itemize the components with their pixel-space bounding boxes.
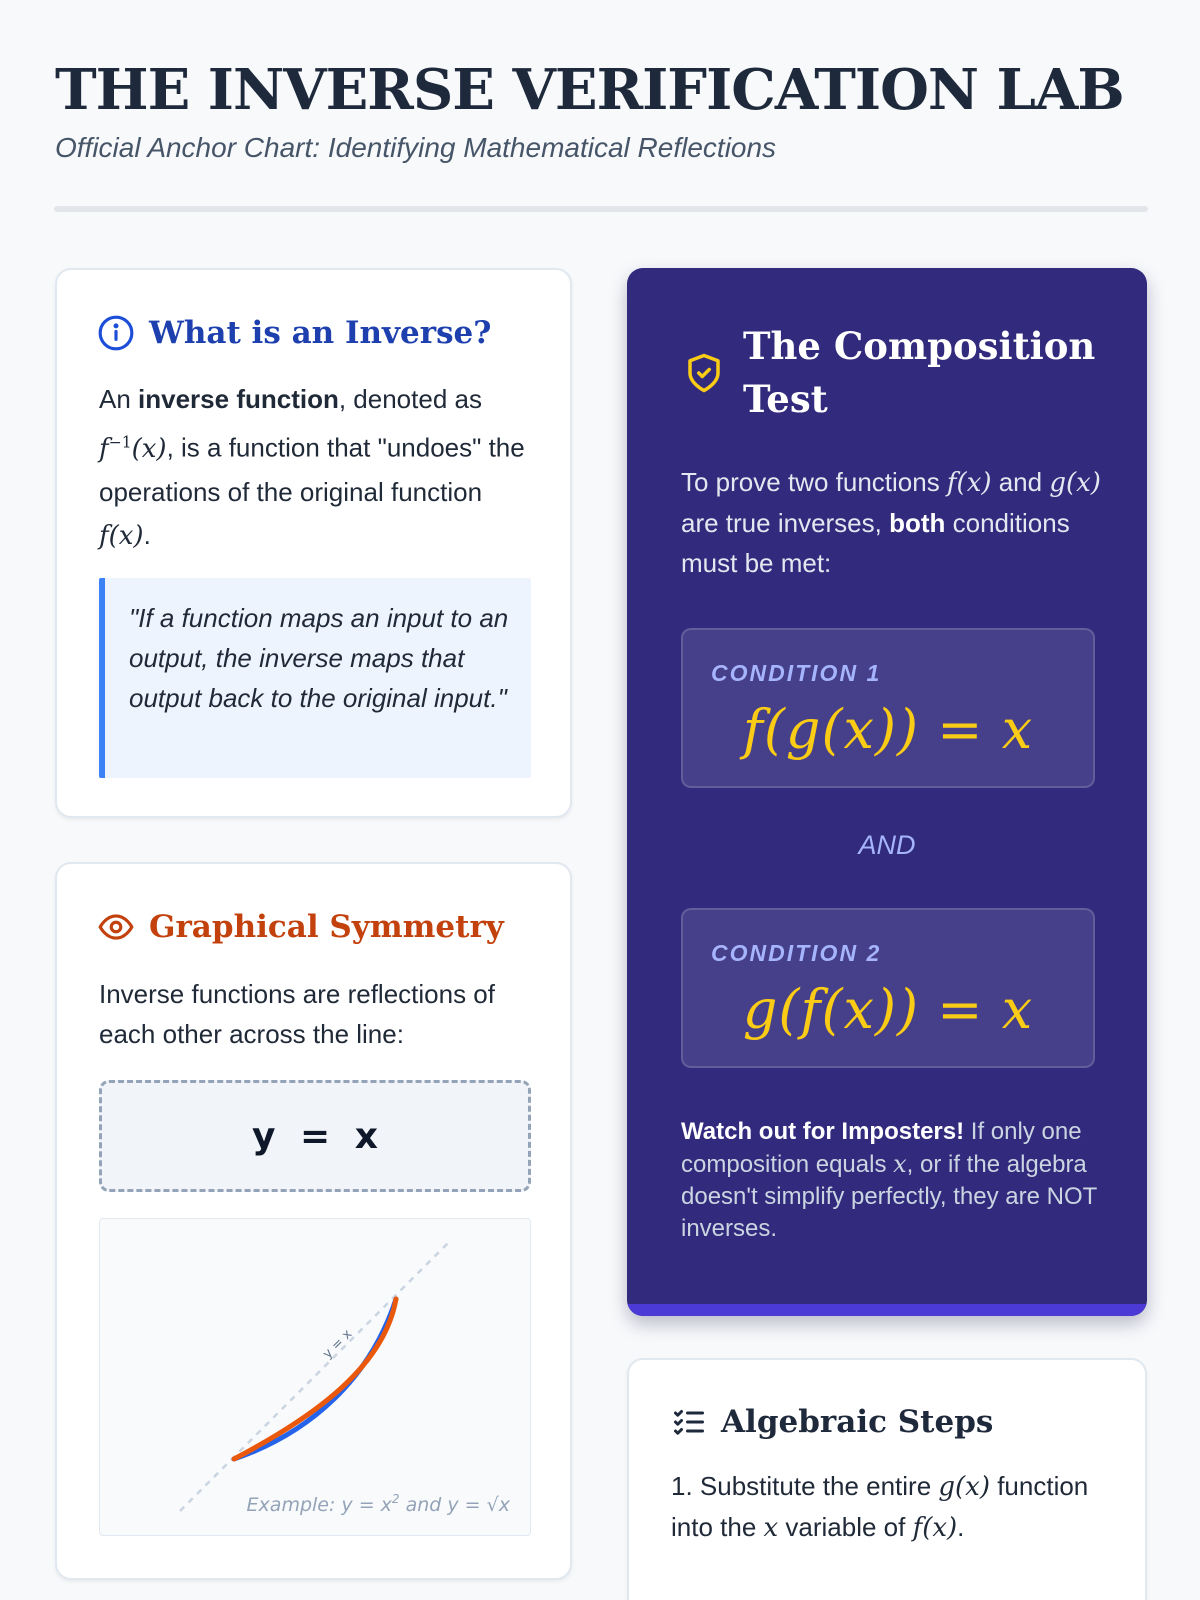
warning-text-1: If only one composition equals <box>681 1118 1082 1178</box>
algebraic-steps-title: Algebraic Steps <box>721 1404 994 1440</box>
definition-text-3: , is a function that "undoes" the operations of the original function <box>99 432 525 507</box>
graphical-symmetry-heading <box>97 908 504 946</box>
page-title: THE INVERSE VERIFICATION LAB <box>55 57 1124 123</box>
step-1-x: x <box>763 1513 779 1543</box>
condition-1-label: CONDITION 1 <box>711 660 882 686</box>
condition-2-equation: g(f(x)) = x <box>742 978 1034 1041</box>
graphical-symmetry-title: Graphical Symmetry <box>149 909 504 945</box>
caption-function-f: y = x <box>341 1494 392 1516</box>
composition-intro-3: are true inverses, <box>681 508 890 538</box>
what-is-inverse-heading <box>97 314 491 352</box>
caption-and: and <box>399 1494 448 1516</box>
composition-intro <box>681 462 1101 583</box>
composition-intro-4: conditions must be met: <box>681 508 1070 578</box>
composition-intro-1: To prove two functions <box>681 467 947 497</box>
line-equation-box <box>99 1080 531 1192</box>
header-divider <box>54 206 1148 212</box>
composition-intro-bold: both <box>889 508 946 538</box>
line-equation: y = x <box>252 1115 378 1157</box>
diagonal-line-label: y = x <box>320 1326 356 1362</box>
inverse-quote: "If a function maps an input to an output, the inverse maps that output back to the original input." <box>99 578 531 778</box>
page-subtitle: Official Anchor Chart: Identifying Mathematical Reflections <box>55 132 777 163</box>
what-is-inverse-title: What is an Inverse? <box>149 315 492 351</box>
info-icon <box>97 314 135 352</box>
warning-title: Watch out for Imposters! <box>681 1118 965 1145</box>
inverse-notation-func: f <box>99 433 109 464</box>
step-1-text-a: 1. Substitute the entire <box>671 1471 939 1501</box>
eye-icon <box>97 908 135 946</box>
reflection-graph <box>99 1218 531 1536</box>
caption-prefix: Example: <box>246 1494 342 1516</box>
algebraic-steps-heading <box>671 1404 993 1440</box>
definition-term: inverse function <box>138 384 339 414</box>
inverse-notation <box>99 434 167 464</box>
symmetry-text: Inverse functions are reflections of each other across the line: <box>99 979 495 1049</box>
condition-2-box <box>681 908 1095 1068</box>
curve-orange <box>234 1299 396 1459</box>
reflection-graph-svg <box>100 1219 531 1536</box>
inverse-definition <box>99 378 529 558</box>
definition-text-1: An <box>99 384 139 414</box>
algebraic-step-1 <box>671 1466 1111 1548</box>
step-1-text-c: variable of <box>778 1512 913 1542</box>
composition-intro-g: g(x) <box>1049 468 1101 498</box>
diagonal-line <box>180 1243 448 1511</box>
step-1-text-b: function into the <box>671 1471 1089 1542</box>
curve-blue <box>234 1299 396 1459</box>
condition-2-label: CONDITION 2 <box>711 940 882 966</box>
shield-check-icon <box>683 352 725 394</box>
step-1-g: g(x) <box>938 1472 990 1502</box>
page-header <box>55 56 1147 164</box>
composition-intro-2: and <box>991 467 1050 497</box>
and-separator: AND <box>858 830 916 860</box>
definition-text-2: , denoted as <box>338 384 482 414</box>
step-1-text-d: . <box>957 1512 965 1542</box>
composition-test-card <box>627 268 1147 1316</box>
algebraic-steps-card <box>627 1358 1147 1600</box>
composition-test-title: The Composition Test <box>743 324 1096 421</box>
checklist-icon <box>671 1404 707 1440</box>
caption-exponent: 2 <box>391 1492 400 1506</box>
condition-1-box <box>681 628 1095 788</box>
graph-caption <box>247 1492 511 1516</box>
caption-function-g: y = √x <box>447 1494 510 1516</box>
warning-text-2: , or if the algebra doesn't simplify perfectly, they are NOT inverses. <box>681 1151 1097 1242</box>
composition-test-heading <box>683 320 1103 426</box>
definition-text-4: . <box>143 519 151 550</box>
original-function-notation: f(x) <box>99 520 144 551</box>
what-is-inverse-card <box>55 268 572 818</box>
warning-x: x <box>893 1150 907 1178</box>
inverse-notation-exp: −1 <box>108 433 132 451</box>
composition-intro-f: f(x) <box>946 468 992 498</box>
inverse-notation-arg: (x) <box>131 433 167 464</box>
imposter-warning <box>681 1116 1101 1245</box>
condition-1-equation: f(g(x)) = x <box>742 698 1034 761</box>
graphical-symmetry-card <box>55 862 572 1580</box>
step-1-f: f(x) <box>912 1513 958 1543</box>
composition-card-accent-bar <box>627 1304 1147 1316</box>
